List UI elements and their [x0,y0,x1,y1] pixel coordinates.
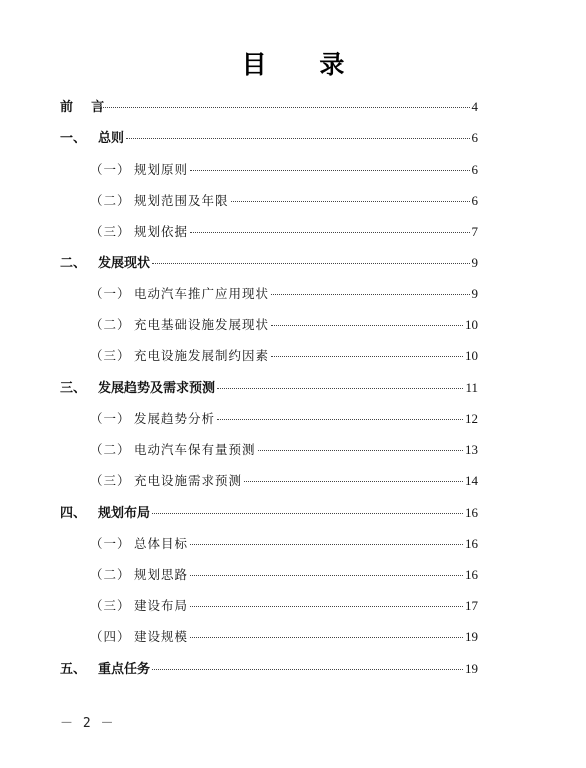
toc-entry-number: 五、 [60,662,87,677]
dot-leader [190,606,463,607]
toc-entry-page: 6 [471,130,478,145]
dot-leader [152,263,469,264]
toc-entry-page: 10 [465,317,478,332]
toc-entry-label: 总则 [98,131,125,146]
toc-entry-label: 建设布局 [134,598,189,613]
toc-entry-preface[interactable] [60,97,478,117]
dot-leader [190,575,463,576]
dot-leader [126,138,469,139]
toc-entry-label: 规划思路 [134,567,189,582]
toc-entry-label: 充电设施发展制约因素 [134,348,270,363]
toc-entry-label: 发展趋势分析 [134,411,216,426]
toc-entry-number: 前 言 [60,100,105,115]
toc-entry-label: 电动汽车保有量预测 [134,442,256,457]
toc-entry-section-1-1[interactable] [90,160,478,180]
toc-entry-section-1-3[interactable] [90,222,478,242]
toc-entry-section-3-2[interactable] [90,440,478,460]
dot-leader [244,481,463,482]
toc-entry-section-4-3[interactable] [90,596,478,616]
toc-entry-section-3-1[interactable] [90,409,478,429]
toc-entry-section-2-2[interactable] [90,315,478,335]
toc-entry-section-4-4[interactable] [90,627,478,647]
toc-entry-number: （二） [90,567,131,582]
toc-entry-number: 三、 [60,381,87,396]
toc-entry-page: 6 [471,162,478,177]
toc-entry-page: 4 [471,99,478,114]
toc-entry-chapter-3[interactable] [60,378,478,398]
toc-entry-label: 规划布局 [98,506,151,521]
toc-entry-number: （二） [90,317,131,332]
toc-entry-page: 10 [465,348,478,363]
dot-leader [271,294,469,295]
dot-leader [152,669,463,670]
toc-entry-number: （三） [90,224,131,239]
page-title: 目 录 [241,50,367,79]
toc-entry-number: （一） [90,286,131,301]
toc-entry-section-1-2[interactable] [90,191,478,211]
dot-leader [231,201,470,202]
dot-leader [217,419,463,420]
dot-leader [258,450,463,451]
toc-entry-label: 充电设施需求预测 [134,473,243,488]
toc-entry-number: （三） [90,598,131,613]
dot-leader [152,513,463,514]
toc-entry-page: 6 [471,193,478,208]
page-footer-number: － 2 － [60,716,115,731]
toc-entry-label: 重点任务 [98,662,151,677]
toc-entry-label: 发展现状 [98,256,151,271]
dot-leader [271,356,463,357]
toc-entry-number: 四、 [60,506,87,521]
toc-entry-label: 建设规模 [134,629,189,644]
dot-leader [190,637,463,638]
toc-entry-label: 电动汽车推广应用现状 [134,286,270,301]
toc-entry-page: 7 [471,224,478,239]
toc-entry-number: （一） [90,411,131,426]
toc-entry-page: 17 [465,598,478,613]
toc-entry-number: 二、 [60,256,87,271]
dot-leader [100,107,470,108]
toc-entry-page: 16 [465,536,478,551]
toc-entry-section-2-1[interactable] [90,284,478,304]
toc-entry-label: 总体目标 [134,536,189,551]
toc-entry-page: 12 [465,411,478,426]
toc-entry-page: 19 [465,661,478,676]
toc-entry-section-2-3[interactable] [90,346,478,366]
toc-entry-page: 16 [465,567,478,582]
toc-entry-chapter-2[interactable] [60,253,478,273]
toc-entry-number: （四） [90,629,131,644]
toc-entry-label: 充电基础设施发展现状 [134,317,270,332]
toc-entry-page: 19 [465,629,478,644]
toc-entry-number: 一、 [60,131,87,146]
toc-entry-page: 16 [465,505,478,520]
toc-entry-chapter-5[interactable] [60,659,478,679]
toc-entry-label: 规划依据 [134,224,189,239]
toc-entry-chapter-4[interactable] [60,503,478,523]
dot-leader [190,544,463,545]
toc-entry-label: 规划原则 [134,162,189,177]
dot-leader [271,325,463,326]
toc-entry-page: 9 [471,255,478,270]
toc-entry-section-4-1[interactable] [90,534,478,554]
toc-entry-page: 13 [465,442,478,457]
toc-entry-page: 9 [471,286,478,301]
toc-entry-page: 11 [465,380,478,395]
toc-entry-number: （二） [90,442,131,457]
toc-entry-page: 14 [465,473,478,488]
toc-entry-label: 发展趋势及需求预测 [98,381,216,396]
toc-entry-number: （一） [90,536,131,551]
toc-entry-number: （一） [90,162,131,177]
toc-entry-label: 规划范围及年限 [134,193,229,208]
dot-leader [217,388,463,389]
toc-entry-section-4-2[interactable] [90,565,478,585]
toc-entry-chapter-1[interactable] [60,128,478,148]
toc-entry-section-3-3[interactable] [90,471,478,491]
toc-entry-number: （二） [90,193,131,208]
toc-entry-number: （三） [90,348,131,363]
toc-entry-number: （三） [90,473,131,488]
dot-leader [190,232,469,233]
dot-leader [190,170,469,171]
